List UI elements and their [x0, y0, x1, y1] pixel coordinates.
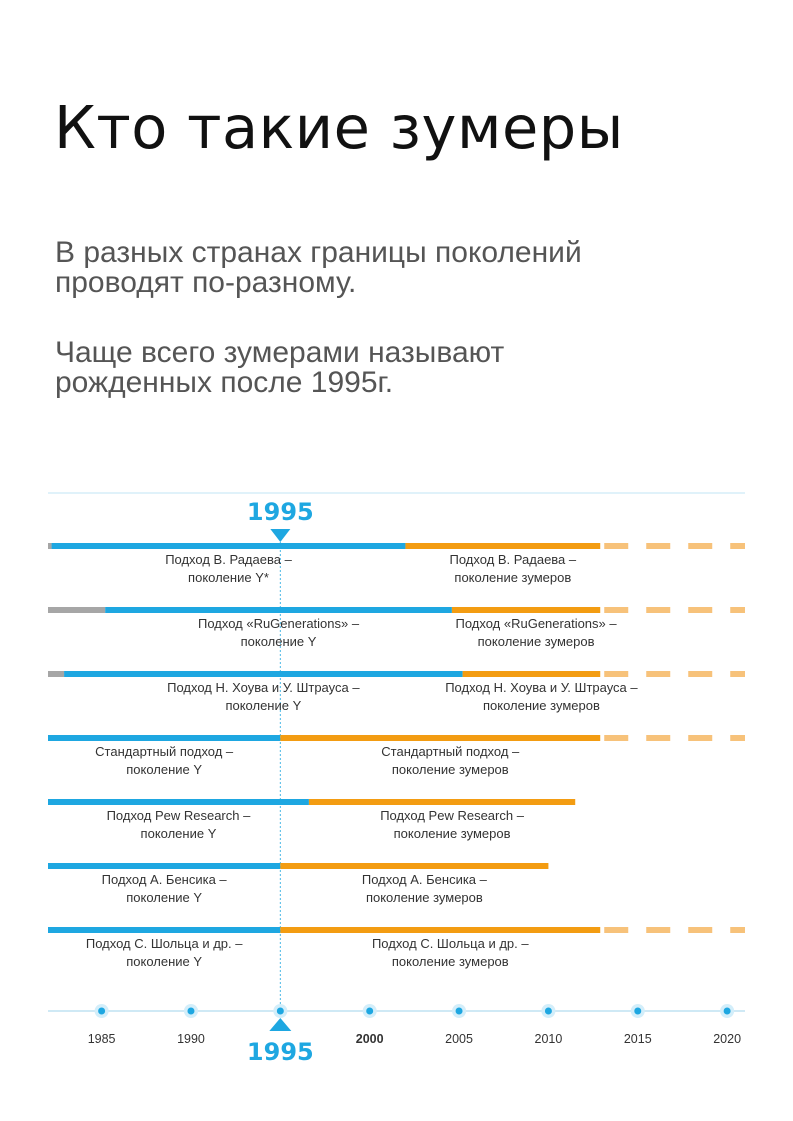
label-generation-y-name: поколение Y — [126, 762, 203, 777]
x-tick-label: 2020 — [713, 1032, 742, 1046]
axis-tick-dot — [545, 1008, 552, 1015]
bar-earlier-generation — [48, 543, 52, 549]
label-generation-y-approach: Подход С. Шольца и др. – — [85, 936, 243, 951]
bar-generation-y — [64, 671, 463, 677]
label-generation-y-approach: Подход А. Бенсика – — [101, 872, 227, 887]
label-generation-z-approach: Подход «RuGenerations» – — [455, 616, 617, 631]
x-tick-label: 1990 — [177, 1032, 205, 1046]
label-generation-z-approach: Подход А. Бенсика – — [361, 872, 487, 887]
bar-generation-z — [405, 543, 600, 549]
axis-tick-dot — [724, 1008, 731, 1015]
label-generation-z-approach: Подход С. Шольца и др. – — [371, 936, 529, 951]
bar-generation-y — [48, 927, 280, 933]
label-generation-y-name: поколение Y — [126, 954, 203, 969]
bar-generation-z — [452, 607, 600, 613]
label-generation-y-name: поколение Y — [126, 890, 203, 905]
bar-generation-z — [463, 671, 601, 677]
marker-triangle-down-icon — [270, 529, 290, 542]
bar-generation-z — [280, 863, 548, 869]
intro-paragraph — [55, 238, 735, 298]
x-tick-label: 2000 — [355, 1032, 384, 1046]
label-generation-z-name: поколение зумеров — [391, 762, 509, 777]
definition-line-2: рожденных после 1995г. — [55, 366, 394, 399]
label-generation-y-approach: Подход Pew Research – — [106, 808, 251, 823]
bar-generation-y — [48, 735, 280, 741]
page-title: Кто такие зумеры — [54, 93, 624, 162]
x-tick-label: 2005 — [445, 1032, 473, 1046]
bar-generation-y — [105, 607, 452, 613]
bar-earlier-generation — [48, 671, 64, 677]
x-tick-label: 1985 — [87, 1032, 116, 1046]
label-generation-y-approach: Подход «RuGenerations» – — [197, 616, 360, 631]
label-generation-y-approach: Подход В. Радаева – — [165, 552, 292, 567]
label-generation-z-name: поколение зумеров — [483, 698, 600, 713]
axis-tick-dot — [98, 1008, 105, 1015]
label-generation-y-name: поколение Y — [240, 634, 317, 649]
label-generation-z-name: поколение зумеров — [365, 890, 483, 905]
label-generation-y-approach: Стандартный подход – — [95, 744, 234, 759]
axis-tick-dot — [187, 1008, 194, 1015]
label-generation-y-name: поколение Y — [225, 698, 302, 713]
axis-tick-dot — [366, 1008, 373, 1015]
bar-generation-z — [280, 927, 600, 933]
marker-label-top: 1995 — [246, 498, 314, 526]
bar-generation-z — [309, 799, 575, 805]
bar-earlier-generation — [48, 607, 105, 613]
generations-timeline-chart — [0, 480, 793, 1080]
label-generation-z-name: поколение зумеров — [391, 954, 509, 969]
label-generation-z-approach: Подход Pew Research – — [380, 808, 524, 823]
bar-generation-z — [280, 735, 600, 741]
zoomer-definition-paragraph — [55, 338, 735, 398]
bar-generation-y — [48, 863, 280, 869]
x-tick-label: 2010 — [534, 1032, 563, 1046]
label-generation-z-approach: Подход Н. Хоува и У. Штрауса – — [445, 680, 638, 695]
x-tick-label: 2015 — [623, 1032, 652, 1046]
label-generation-y-approach: Подход Н. Хоува и У. Штрауса – — [167, 680, 360, 695]
axis-tick-dot — [277, 1008, 284, 1015]
marker-triangle-up-icon — [269, 1018, 291, 1031]
label-generation-z-approach: Подход В. Радаева – — [449, 552, 577, 567]
axis-tick-dot — [634, 1008, 641, 1015]
intro-line-2: проводят по-разному. — [55, 266, 357, 299]
definition-line-1: Чаще всего зумерами называют — [55, 336, 505, 369]
axis-tick-dot — [456, 1008, 463, 1015]
label-generation-z-name: поколение зумеров — [454, 570, 572, 585]
label-generation-z-name: поколение зумеров — [393, 826, 511, 841]
label-generation-y-name: поколение Y — [140, 826, 217, 841]
intro-line-1: В разных странах границы поколений — [55, 236, 582, 269]
bar-generation-y — [48, 799, 309, 805]
label-generation-y-name: поколение Y* — [188, 570, 269, 585]
marker-label-bottom: 1995 — [246, 1038, 314, 1066]
label-generation-z-name: поколение зумеров — [477, 634, 595, 649]
bar-generation-y — [52, 543, 406, 549]
label-generation-z-approach: Стандартный подход – — [381, 744, 520, 759]
